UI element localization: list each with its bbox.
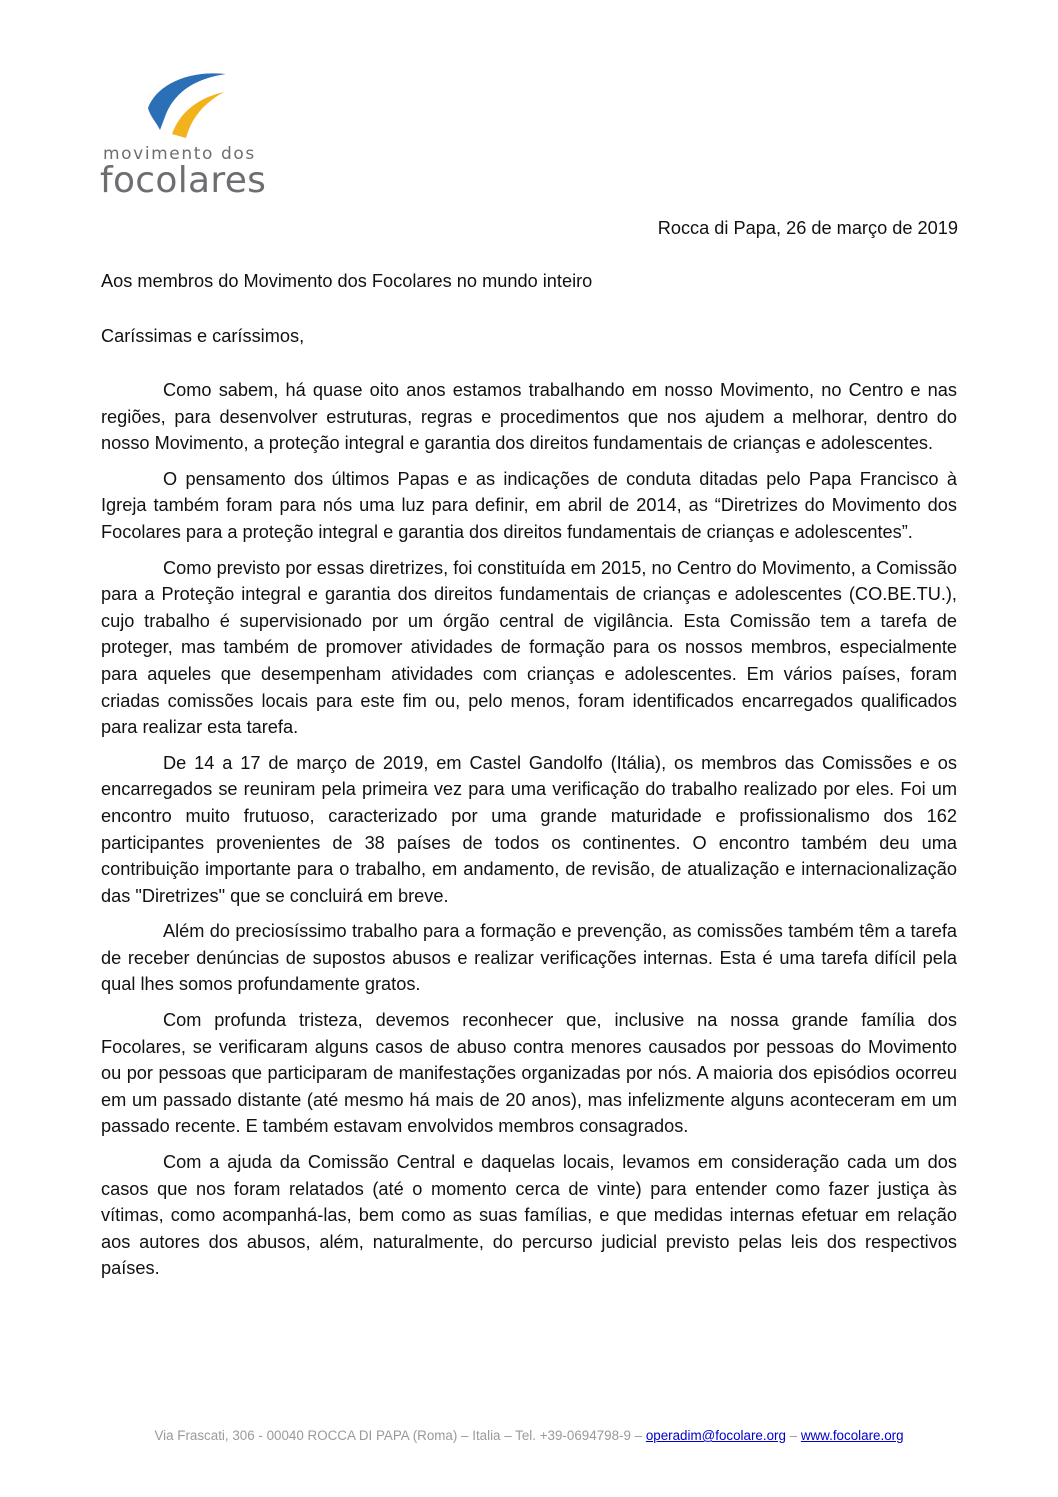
body-paragraph: Como sabem, há quase oito anos estamos trabalhando em nosso Movimento, no Centro e nas regiões, para desenvolver estruturas, regras e procedimentos que nos ajudem a melhorar, dentro do nosso Movimento, a proteção integral e garantia dos direitos fundamentais de crianças e adolescentes. [101, 380, 957, 454]
footer-email-link[interactable]: operadim@focolare.org [645, 1428, 786, 1443]
focolare-logo-icon [146, 68, 230, 140]
letter-salutation: Caríssimas e caríssimos, [101, 326, 305, 346]
logo-yellow-swoosh [172, 92, 224, 138]
body-paragraph: Como previsto por essas diretrizes, foi constituída em 2015, no Centro do Movimento, a Comissão para a Proteção integral e garantia dos direitos fundamentais de crianças e adolescentes (CO.BE.TU.), cujo trabalho é supervisionado por um órgão central de vigilância. Esta Comissão tem a tarefa de proteger, mas também de promover atividades de formação para os nossos membros, especialmente para aqueles que desempenham atividades com crianças e adolescentes. Em vários países, foram criadas comissões locais para este fim ou, pelo menos, foram identificados encarregados qualificados para realizar esta tarefa. [101, 557, 957, 738]
logo-text-line2: focolares [100, 160, 267, 201]
footer-website-link[interactable]: www.focolare.org [800, 1428, 904, 1443]
body-paragraph: Além do preciosíssimo trabalho para a formação e prevenção, as comissões também têm a tarefa de receber denúncias de supostos abusos e realizar verificações internas. Esta é uma tarefa difícil pela qual lhes somos profundamente gratos. [101, 921, 957, 995]
footer-address: Via Frascati, 306 - 00040 ROCCA DI PAPA (Roma) – Italia – Tel. +39-0694798-9 – [154, 1428, 646, 1443]
body-paragraph: De 14 a 17 de março de 2019, em Castel Gandolfo (Itália), os membros das Comissões e os encarregados se reuniram pela primeira vez para uma verificação do trabalho realizado por eles. Foi um encontro muito frutuoso, caracterizado por uma grande maturidade e profissionalismo dos 162 participantes provenientes de 38 países de todos os continentes. O encontro também deu uma contribuição importante para o trabalho, em andamento, de revisão, de atualização e internacionalização das "Diretrizes" que se concluirá em breve. [101, 752, 957, 906]
logo-text-line1: movimento dos [103, 144, 256, 164]
letter-date: Rocca di Papa, 26 de março de 2019 [657, 218, 958, 238]
focolare-logo [100, 64, 300, 204]
letter-recipient: Aos membros do Movimento dos Focolares no mundo inteiro [101, 271, 593, 291]
page-footer [0, 1428, 1058, 1443]
body-paragraph: Com a ajuda da Comissão Central e daquelas locais, levamos em consideração cada um dos casos que nos foram relatados (até o momento cerca de vinte) para entender como fazer justiça às vítimas, como acompanhá-las, bem como as suas famílias, e que medidas internas efetuar em relação aos autores dos abusos, além, naturalmente, do percurso judicial previsto pelas leis dos respectivos países. [101, 1152, 957, 1279]
letter-body [101, 377, 957, 1291]
body-paragraph: O pensamento dos últimos Papas e as indicações de conduta ditadas pelo Papa Francisco à Igreja também foram para nós uma luz para definir, em abril de 2014, as “Diretrizes do Movimento dos Focolares para a proteção integral e garantia dos direitos fundamentais de crianças e adolescentes”. [101, 468, 957, 542]
footer-separator: – [785, 1428, 801, 1443]
body-paragraph: Com profunda tristeza, devemos reconhecer que, inclusive na nossa grande família dos Focolares, se verificaram alguns casos de abuso contra menores causados por pessoas do Movimento ou por pessoas que participaram de manifestações organizadas por nós. A maioria dos episódios ocorreu em um passado distante (até mesmo há mais de 20 anos), mas infelizmente alguns aconteceram em um passado recente. E também estavam envolvidos membros consagrados. [101, 1010, 957, 1137]
